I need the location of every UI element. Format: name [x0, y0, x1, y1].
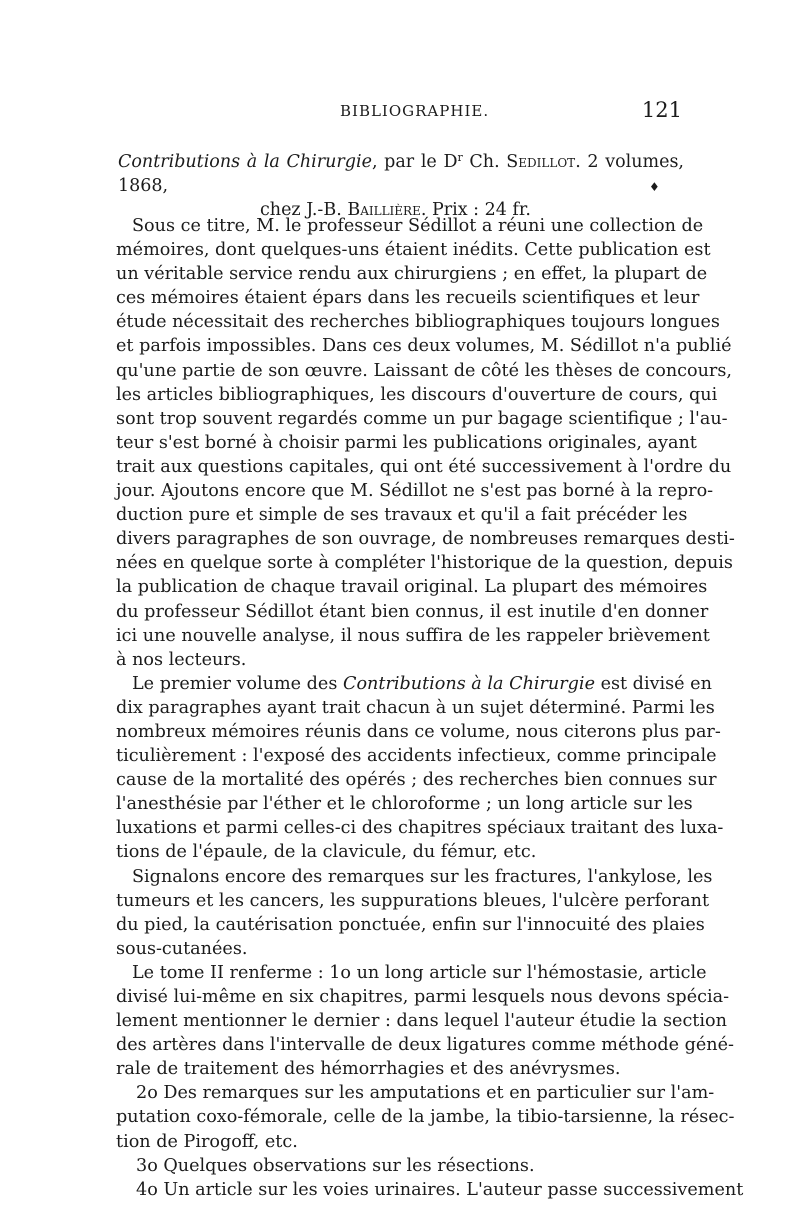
text-line: sous-cutanées.	[116, 938, 248, 959]
text-line: qu'une partie de son œuvre. Laissant de côté les thèses de concours,	[116, 360, 732, 381]
text-line: ces mémoires étaient épars dans les recueils scientifiques et leur	[116, 288, 700, 309]
text-line: étude nécessitait des recherches bibliographiques toujours longues	[116, 312, 720, 333]
text-line: divisé lui-même en six chapitres, parmi lesquels nous devons spécia-	[116, 987, 730, 1007]
citation-text: . 2 volumes, 1868,	[118, 152, 684, 196]
text-line: rale de traitement des hémorrhagies et des anévrysmes.	[116, 1059, 621, 1080]
text-line: un véritable service rendu aux chirurgiens ; en effet, la plupart de	[116, 264, 708, 285]
text-line: 2o Des remarques sur les amputations et en particulier sur l'am-	[136, 1083, 715, 1104]
paragraph-4	[116, 961, 734, 1081]
author-name: Sedillot	[506, 152, 576, 172]
text-run: Le premier volume des	[132, 673, 343, 694]
text-line: nombreux mémoires réunis dans ce volume, nous citerons plus par-	[116, 721, 721, 742]
page-number: 121	[641, 98, 682, 122]
text-line	[116, 672, 712, 696]
text-line: divers paragraphes de son ouvrage, de nombreuses remarques desti-	[116, 529, 735, 550]
text-line: ticulièrement : l'exposé des accidents infectieux, comme principale	[116, 746, 717, 767]
paragraph-7	[116, 1178, 744, 1202]
running-head: BIBLIOGRAPHIE.	[340, 102, 490, 120]
text-line: cause de la mortalité des opérés ; des recherches bien connues sur	[116, 770, 717, 791]
book-title: Contributions à la Chirurgie	[118, 152, 372, 172]
text-line: luxations et parmi celles-ci des chapitres spéciaux traitant des luxa-	[116, 818, 724, 839]
text-line: tions de l'épaule, de la clavicule, du fémur, etc.	[116, 842, 537, 863]
book-title-ref: Contributions à la Chirurgie	[342, 673, 595, 694]
text-line: nées en quelque sorte à compléter l'historique de la question, depuis	[116, 553, 733, 574]
text-line: tion de Pirogoff, etc.	[116, 1131, 298, 1152]
text-line: lement mentionner le dernier : dans lequel l'auteur étudie la section	[116, 1011, 727, 1032]
citation-text: chez J.-B.	[260, 200, 348, 220]
text-line: du pied, la cautérisation ponctuée, enfin sur l'innocuité des plaies	[116, 914, 705, 935]
text-line: putation coxo-fémorale, celle de la jambe, la tibio-tarsienne, la résec-	[116, 1107, 735, 1128]
text-line: duction pure et simple de ses travaux et qu'il a fait précéder les	[116, 505, 688, 526]
body-text	[116, 214, 744, 1202]
citation-line-1	[118, 146, 684, 198]
text-line: à nos lecteurs.	[116, 649, 247, 670]
text-line: ici une nouvelle analyse, il nous suffira de les rappeler brièvement	[116, 625, 710, 646]
paragraph-6	[116, 1154, 684, 1178]
text-line: mémoires, dont quelques-uns étaient inédits. Cette publication est	[116, 240, 711, 261]
text-line: 4o Un article sur les voies urinaires. L'auteur passe successivement	[136, 1179, 744, 1200]
text-line: Signalons encore des remarques sur les fractures, l'ankylose, les	[132, 866, 713, 887]
citation-text: Ch.	[462, 152, 507, 172]
text-line: des artères dans l'intervalle de deux ligatures comme méthode géné-	[116, 1035, 734, 1056]
book-citation	[118, 146, 684, 222]
text-line: dix paragraphes ayant trait chacun à un sujet déterminé. Parmi les	[116, 697, 715, 718]
text-line: trait aux questions capitales, qui ont été successivement à l'ordre du	[116, 456, 732, 477]
citation-text: , par le D	[371, 152, 458, 172]
superscript: r	[457, 151, 463, 164]
text-line: teur s'est borné à choisir parmi les publications originales, ayant	[116, 432, 697, 453]
text-run: est divisé en	[594, 673, 712, 694]
paragraph-1	[116, 214, 735, 672]
citation-text: . Prix : 24 fr.	[420, 200, 531, 220]
stray-ink-mark: ♦	[649, 180, 660, 194]
text-line: et parfois impossibles. Dans ces deux volumes, M. Sédillot n'a publié	[116, 336, 732, 357]
text-line: les articles bibliographiques, les discours d'ouverture de cours, qui	[116, 384, 718, 405]
text-line: du professeur Sédillot étant bien connus, il est inutile d'en donner	[116, 601, 709, 622]
text-line: jour. Ajoutons encore que M. Sédillot ne s'est pas borné à la repro-	[116, 481, 714, 502]
paragraph-3	[116, 865, 713, 961]
text-line: tumeurs et les cancers, les suppurations bleues, l'ulcère perforant	[116, 890, 710, 911]
text-line: Le tome II renferme : 1o un long article sur l'hémostasie, article	[132, 962, 707, 983]
text-line: la publication de chaque travail original. La plupart des mémoires	[116, 577, 708, 598]
text-line: sont trop souvent regardés comme un pur bagage scientifique ; l'au-	[116, 408, 728, 429]
publisher-name: Baillière	[347, 200, 421, 220]
paragraph-5	[116, 1081, 735, 1153]
paragraph-2	[116, 672, 724, 865]
text-line: l'anesthésie par l'éther et le chloroforme ; un long article sur les	[116, 794, 693, 815]
page-header	[0, 98, 800, 126]
text-line: 3o Quelques observations sur les résections.	[136, 1155, 535, 1176]
text-line: Sous ce titre, M. le professeur Sédillot a réuni une collection de	[132, 216, 704, 236]
